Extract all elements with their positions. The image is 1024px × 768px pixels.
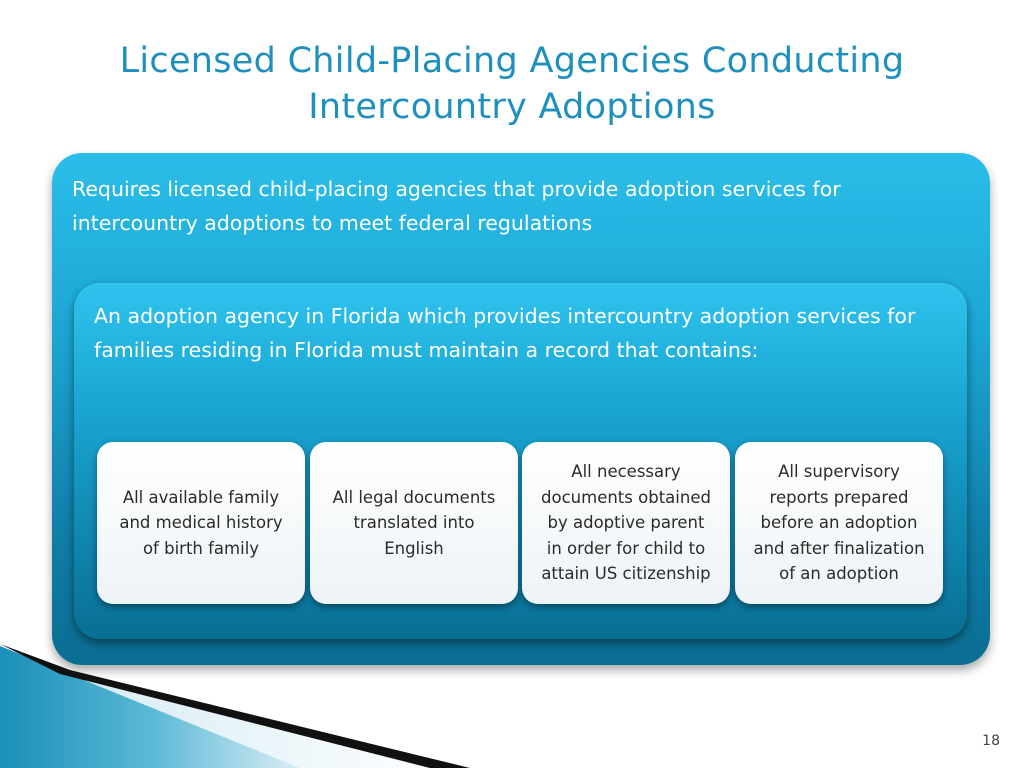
card-citizenship-documents [522,442,730,604]
card-legal-documents [310,442,518,604]
card-legal-documents-text: All legal documents translated into English [332,487,496,558]
card-supervisory-reports-text: All supervisory reports prepared before an adoption and after finalization of an adoption [753,462,925,584]
outer-panel-text: Requires licensed child-placing agencies that provide adoption services for intercountry adoptions to meet federal regulations [72,177,841,235]
card-supervisory-reports [735,442,943,604]
page-number: 18 [982,733,1000,749]
card-family-history [97,442,305,604]
slide-title-text: Licensed Child-Placing Agencies Conducting Intercountry Adoptions [119,41,905,127]
card-family-history-text: All available family and medical history of birth family [119,487,283,558]
slide-title [40,38,984,130]
card-citizenship-documents-text: All necessary documents obtained by adoptive parent in order for child to attain US citizenship [541,462,711,584]
corner-swoosh-decoration [0,640,1024,768]
inner-panel-text: An adoption agency in Florida which provides intercountry adoption services for families residing in Florida must maintain a record that contains: [94,304,916,362]
